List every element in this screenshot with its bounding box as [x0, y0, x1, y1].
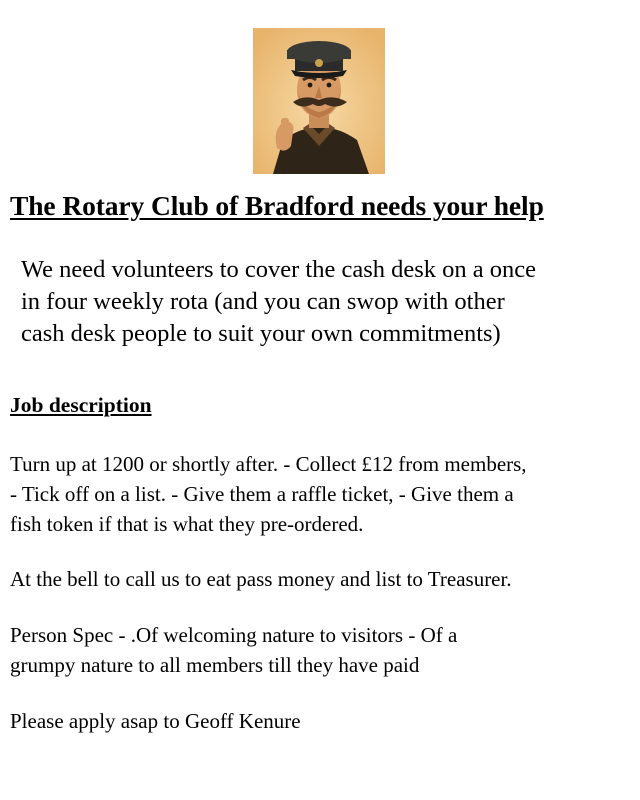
intro-line: in four weekly rota (and you can swop with other [21, 288, 505, 315]
intro-line: cash desk people to suit your own commitments) [21, 320, 501, 347]
job-description-heading: Job description [10, 393, 152, 417]
job-line: Turn up at 1200 or shortly after. - Collect £12 from members, [10, 452, 527, 476]
job-description-paragraph [10, 449, 635, 539]
job-line: fish token if that is what they pre-ordered. [10, 512, 364, 536]
person-spec-line: Person Spec - .Of welcoming nature to visitors - Of a [10, 623, 458, 647]
intro-line: We need volunteers to cover the cash desk on a once [21, 256, 537, 283]
job-line: - Tick off on a list. - Give them a raffle ticket, - Give them a [10, 482, 514, 506]
bell-paragraph [10, 564, 635, 594]
page-title: The Rotary Club of Bradford needs your help [10, 190, 544, 221]
person-spec-paragraph [10, 620, 635, 680]
apply-line: Please apply asap to Geoff Kenure [10, 709, 301, 733]
kitchener-portrait-image [253, 28, 385, 174]
intro-paragraph [21, 254, 621, 350]
person-spec-line: grumpy nature to all members till they have paid [10, 653, 420, 677]
apply-paragraph [10, 706, 635, 736]
bell-line: At the bell to call us to eat pass money and list to Treasurer. [10, 567, 512, 591]
